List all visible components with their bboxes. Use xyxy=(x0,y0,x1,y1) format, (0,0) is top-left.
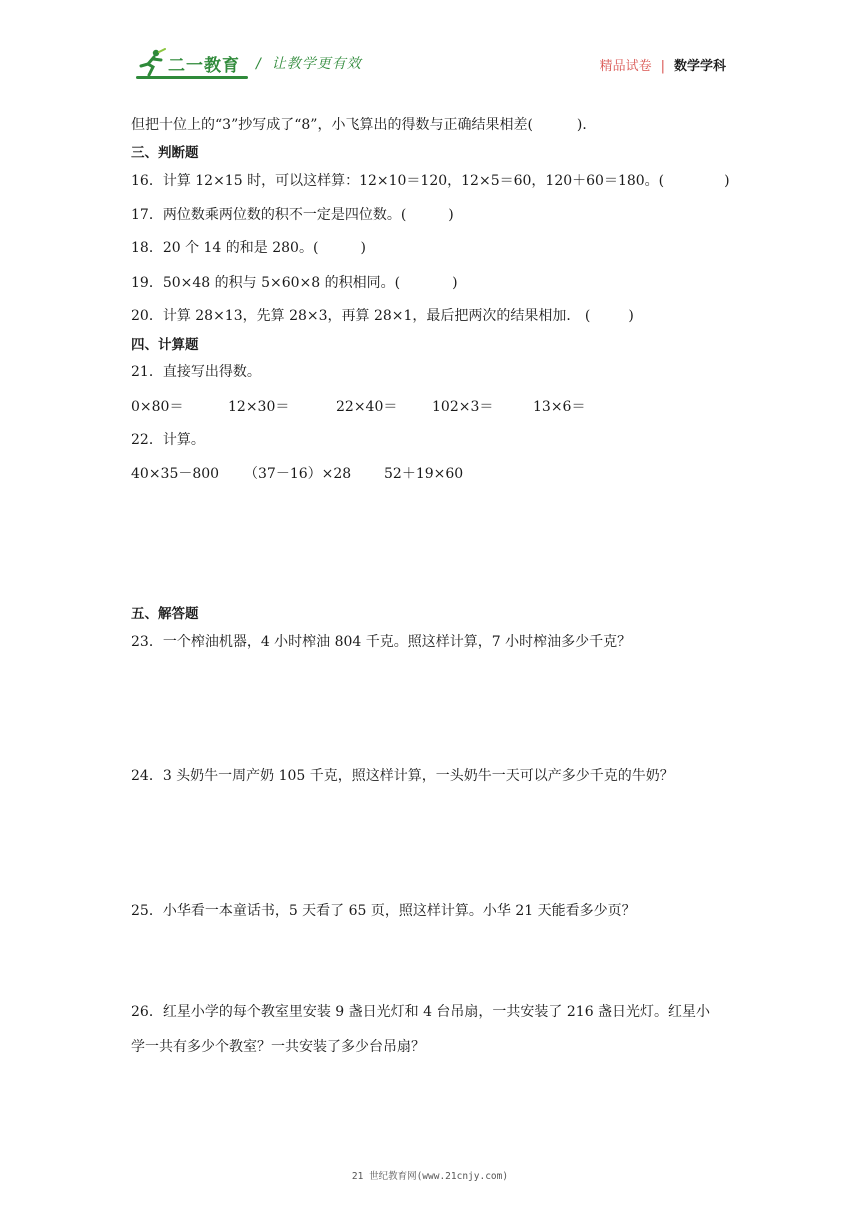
question-26-line2: 学一共有多少个教室？一共安装了多少台吊扇？ xyxy=(131,1039,425,1055)
calc-item: （37－16）×28 xyxy=(244,466,352,482)
calc-item: 40×35－800 xyxy=(131,466,220,482)
slogan-divider: / xyxy=(256,56,262,72)
tag-divider: | xyxy=(660,59,665,74)
section-title-word-problems: 五、解答题 xyxy=(131,606,199,622)
header-tags xyxy=(600,55,726,74)
calc-item: 52＋19×60 xyxy=(384,466,464,482)
question-21: 21．直接写出得数。 xyxy=(131,364,261,380)
question-22: 22．计算。 xyxy=(131,432,205,448)
question-23: 23．一个榨油机器，4 小时榨油 804 千克。照这样计算，7 小时榨油多少千克？ xyxy=(131,634,632,650)
question-20: 20．计算 28×13，先算 28×3，再算 28×1，最后把两次的结果相加． ( ) xyxy=(131,308,634,324)
question-17: 17．两位数乘两位数的积不一定是四位数。( ) xyxy=(131,207,454,223)
logo xyxy=(136,46,240,80)
slogan-text: 让教学更有效 xyxy=(271,56,362,72)
tag-premium: 精品试卷 xyxy=(599,59,652,74)
question-19: 19．50×48 的积与 5×60×8 的积相同。( ) xyxy=(131,275,458,291)
oral-item: 22×40＝ xyxy=(336,399,398,415)
tag-subject: 数学学科 xyxy=(673,59,726,74)
question-24: 24．3 头奶牛一周产奶 105 千克，照这样计算，一头奶牛一天可以产多少千克的牛奶？ xyxy=(131,768,674,784)
section-title-judgement: 三、判断题 xyxy=(131,145,199,161)
question-16: 16．计算 12×15 时，可以这样算：12×10＝120，12×5＝60，120＋60＝180。( ) xyxy=(131,173,730,189)
section-title-calculation: 四、计算题 xyxy=(131,337,199,353)
logo-underline xyxy=(136,76,248,79)
oral-item: 102×3＝ xyxy=(432,399,494,415)
slogan xyxy=(256,53,362,73)
logo-text: 二一教育 xyxy=(168,55,240,76)
continuation-line: 但把十位上的“3”抄写成了“8”，小飞算出的得数与正确结果相差( )． xyxy=(131,117,597,133)
question-21-items xyxy=(131,396,731,416)
page-header xyxy=(0,0,860,96)
runner-logo-icon xyxy=(136,48,166,78)
question-22-items xyxy=(131,463,731,483)
question-26-line1: 26．红星小学的每个教室里安装 9 盏日光灯和 4 台吊扇，一共安装了 216 盏日光灯。红星小 xyxy=(131,1004,711,1020)
question-18: 18．20 个 14 的和是 280。( ) xyxy=(131,240,366,256)
oral-item: 13×6＝ xyxy=(533,399,586,415)
oral-item: 0×80＝ xyxy=(131,399,184,415)
page-footer: 21 世纪教育网(www.21cnjy.com) xyxy=(351,1171,509,1182)
oral-item: 12×30＝ xyxy=(228,399,290,415)
question-25: 25．小华看一本童话书，5 天看了 65 页，照这样计算。小华 21 天能看多少页？ xyxy=(131,903,636,919)
